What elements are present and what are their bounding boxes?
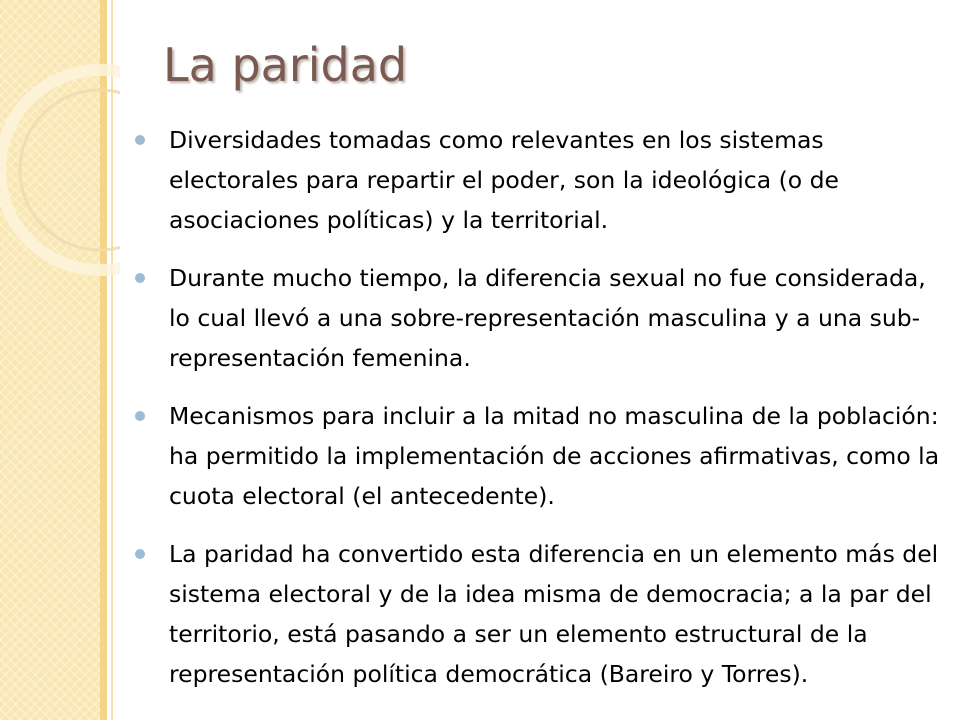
decorative-circles xyxy=(0,0,120,330)
bullet-text: Durante mucho tiempo, la diferencia sexual no fue considerada, lo cual llevó a una sobre-representación masculina y a una sub-representación femenina. xyxy=(169,264,926,372)
bullet-item xyxy=(131,258,943,378)
bullet-item xyxy=(131,396,943,516)
decorative-ring-inner xyxy=(20,90,120,250)
bullet-item xyxy=(131,120,943,240)
slide-title: La paridad xyxy=(163,38,408,92)
bullet-text: Mecanismos para incluir a la mitad no masculina de la población: ha permitido la implementación de acciones afirmativas, como la cuota electoral (el antecedente). xyxy=(169,402,940,510)
bullet-text: Diversidades tomadas como relevantes en los sistemas electorales para repartir el poder, son la ideológica (o de asociaciones políticas) y la territorial. xyxy=(169,126,839,234)
bullet-list xyxy=(131,120,943,712)
bullet-dot-icon xyxy=(135,549,145,559)
bullet-dot-icon xyxy=(135,411,145,421)
bullet-item xyxy=(131,534,943,694)
bullet-dot-icon xyxy=(135,135,145,145)
bullet-text: La paridad ha convertido esta diferencia en un elemento más del sistema electoral y de la idea misma de democracia; a la par del territorio, está pasando a ser un elemento estructural de la representación política democrática (Bareiro y Torres). xyxy=(169,540,939,688)
bullet-dot-icon xyxy=(135,273,145,283)
